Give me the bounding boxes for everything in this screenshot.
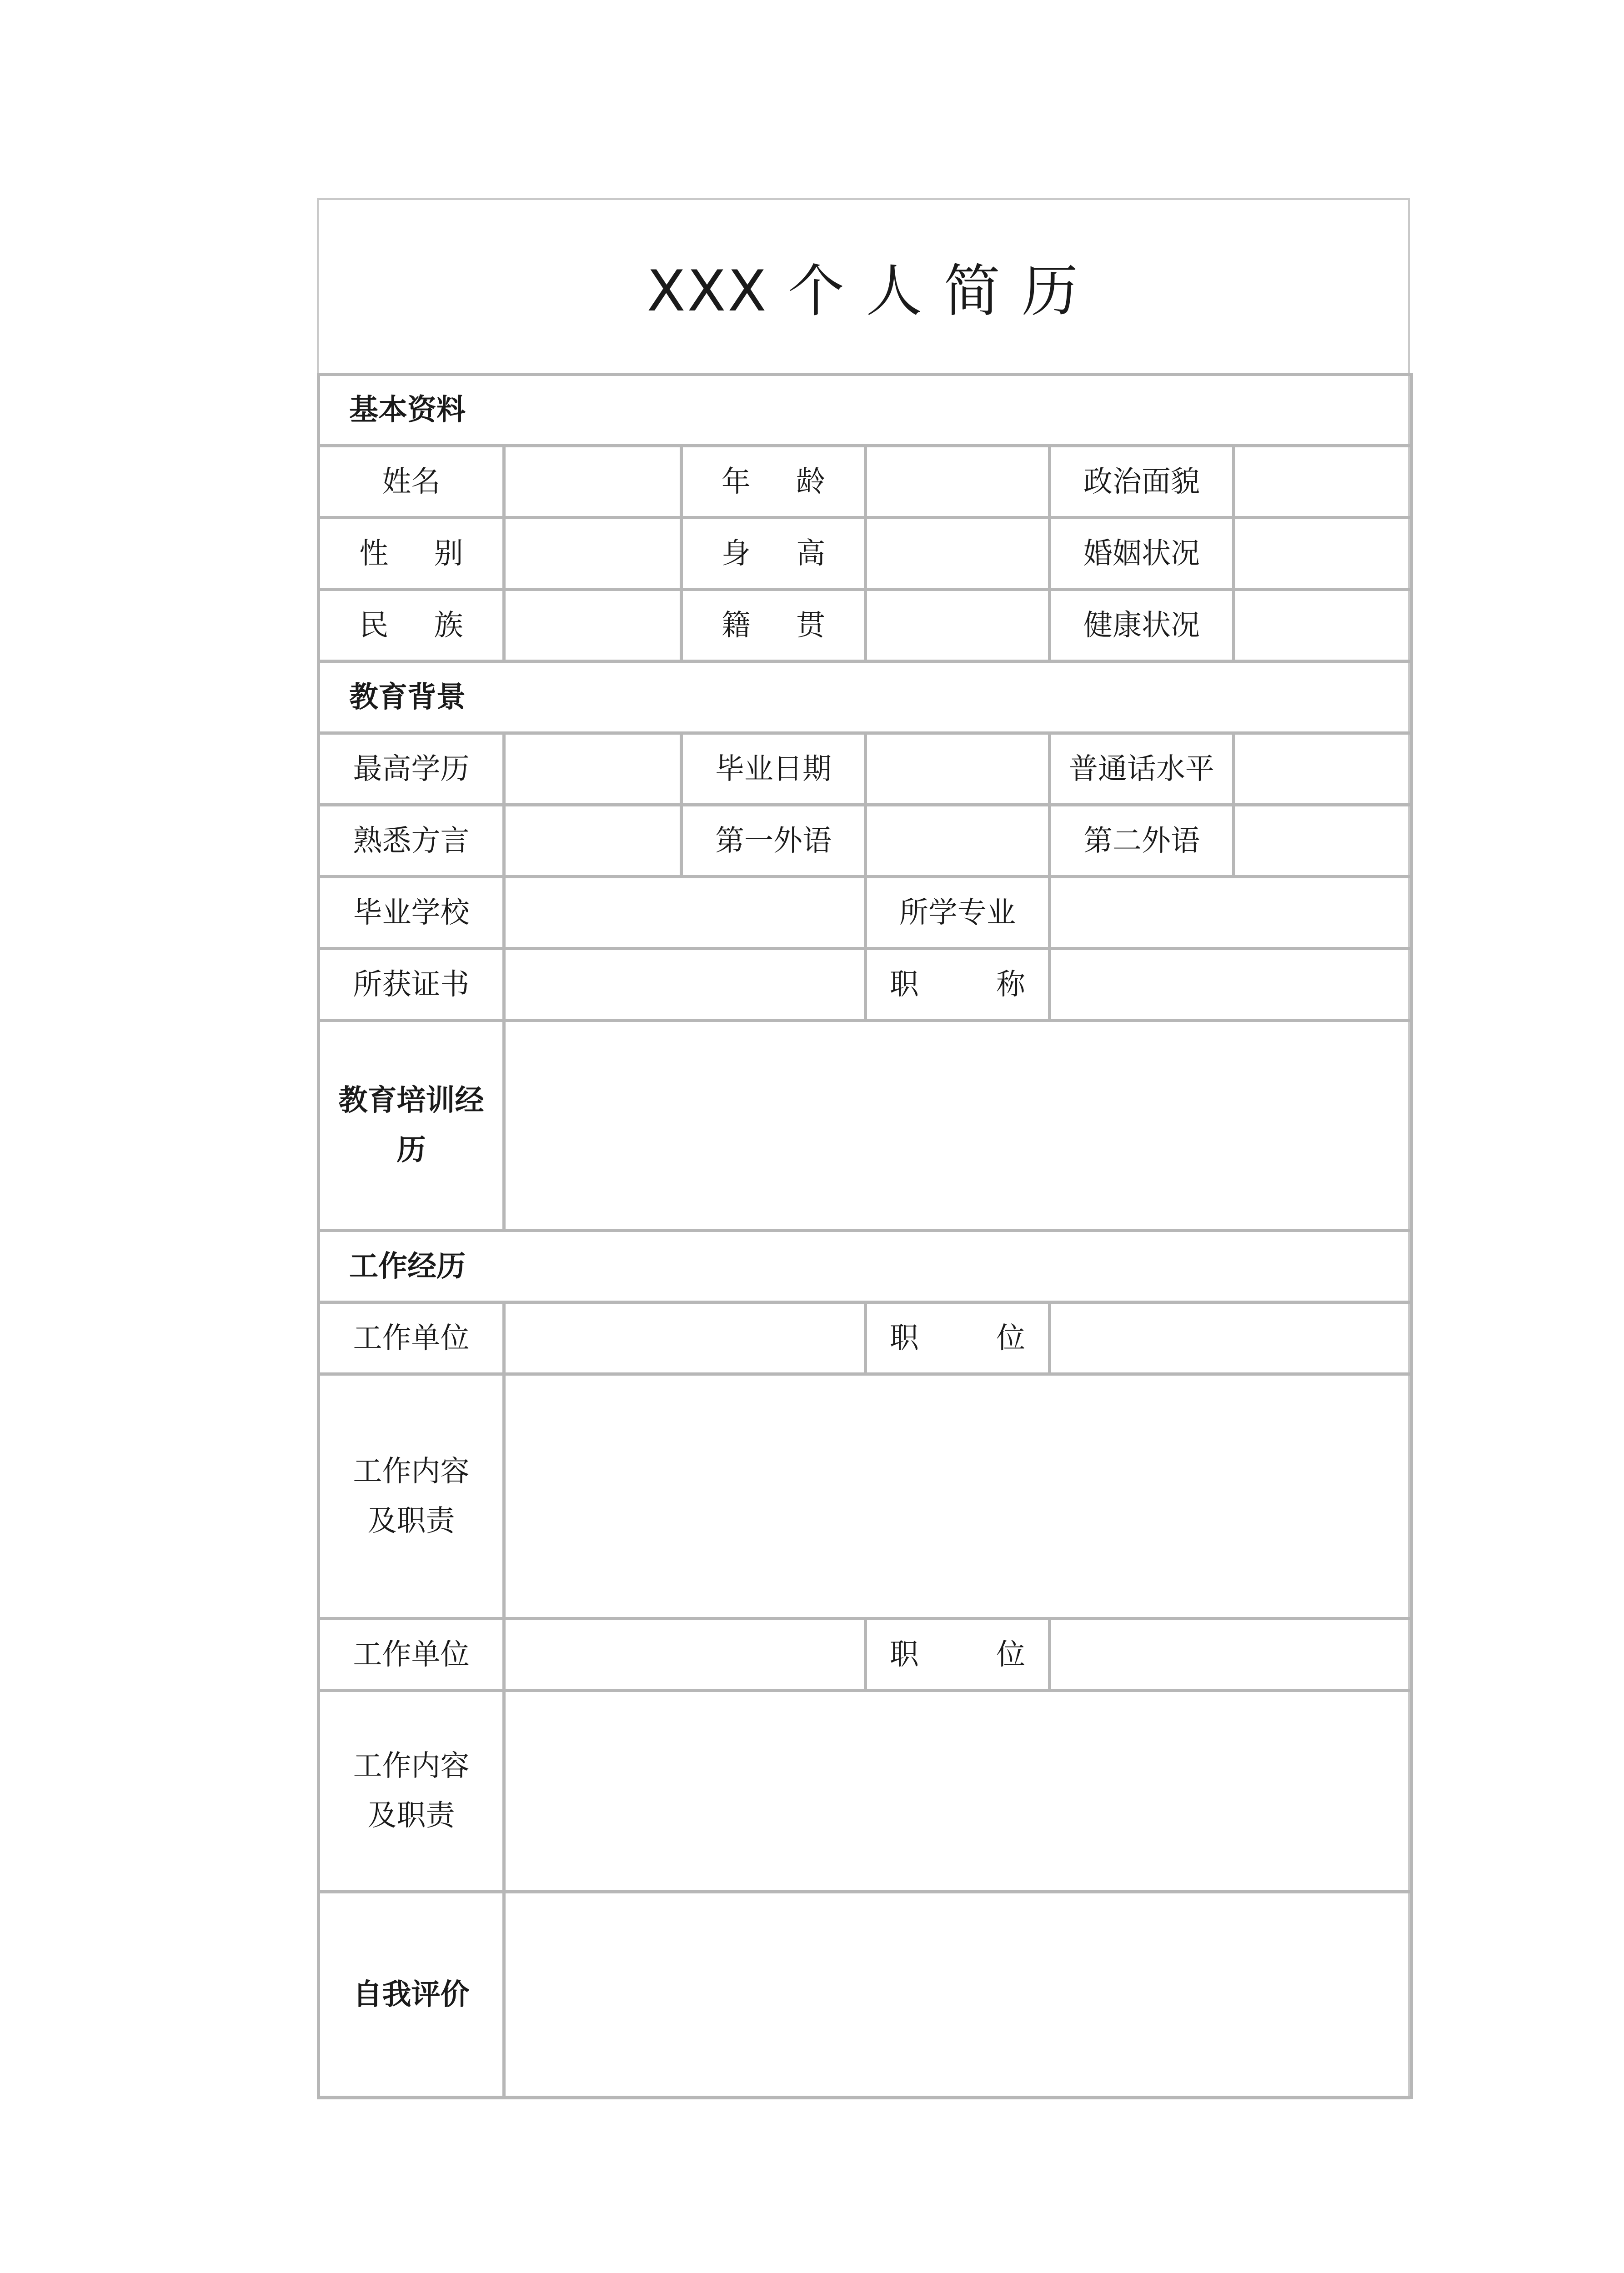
- field-mandarin-level[interactable]: [1234, 733, 1412, 805]
- label-name: 姓名: [319, 446, 504, 518]
- label-position-1: 职 位: [866, 1302, 1050, 1374]
- field-school[interactable]: [504, 877, 866, 949]
- field-first-foreign[interactable]: [866, 805, 1050, 877]
- field-second-foreign[interactable]: [1234, 805, 1412, 877]
- field-certificates[interactable]: [504, 949, 866, 1021]
- field-employer-1[interactable]: [504, 1302, 866, 1374]
- field-highest-degree[interactable]: [504, 733, 682, 805]
- field-name[interactable]: [504, 446, 682, 518]
- field-health[interactable]: [1234, 590, 1412, 661]
- label-employer-1: 工作单位: [319, 1302, 504, 1374]
- label-duties-2-line1: 工作内容: [353, 1749, 470, 1783]
- label-height: 身 高: [682, 518, 866, 590]
- field-gender[interactable]: [504, 518, 682, 590]
- field-job-title[interactable]: [1050, 949, 1412, 1021]
- label-gender: 性 别: [319, 518, 504, 590]
- label-self-evaluation: 自我评价: [319, 1892, 504, 2098]
- label-training-history-line2: 历: [396, 1133, 426, 1167]
- label-graduation-date: 毕业日期: [682, 733, 866, 805]
- label-politics: 政治面貌: [1050, 446, 1234, 518]
- field-employer-2[interactable]: [504, 1619, 866, 1691]
- label-school: 毕业学校: [319, 877, 504, 949]
- label-employer-2: 工作单位: [319, 1619, 504, 1691]
- field-training-history[interactable]: [504, 1021, 1412, 1231]
- label-certificates: 所获证书: [319, 949, 504, 1021]
- field-position-2[interactable]: [1050, 1619, 1412, 1691]
- label-health: 健康状况: [1050, 590, 1234, 661]
- section-basic-info: 基本资料: [319, 375, 1412, 446]
- label-duties-2: [319, 1691, 504, 1892]
- field-height[interactable]: [866, 518, 1050, 590]
- label-second-foreign: 第二外语: [1050, 805, 1234, 877]
- label-mandarin-level: 普通话水平: [1050, 733, 1234, 805]
- resume-title: XXX 个 人 简 历: [647, 259, 1080, 324]
- label-duties-2-line2: 及职责: [367, 1799, 455, 1832]
- label-ethnicity: 民 族: [319, 590, 504, 661]
- resume-form: [317, 198, 1410, 2099]
- field-dialect[interactable]: [504, 805, 682, 877]
- label-age: 年 龄: [682, 446, 866, 518]
- field-politics[interactable]: [1234, 446, 1412, 518]
- label-native-place: 籍 贯: [682, 590, 866, 661]
- label-training-history: [319, 1021, 504, 1231]
- field-native-place[interactable]: [866, 590, 1050, 661]
- label-duties-1-line2: 及职责: [367, 1504, 455, 1538]
- label-training-history-line1: 教育培训经: [338, 1083, 484, 1117]
- label-major: 所学专业: [866, 877, 1050, 949]
- label-highest-degree: 最高学历: [319, 733, 504, 805]
- field-self-evaluation[interactable]: [504, 1892, 1412, 2098]
- field-age[interactable]: [866, 446, 1050, 518]
- section-education: 教育背景: [319, 661, 1412, 733]
- label-duties-1: [319, 1374, 504, 1619]
- label-job-title: 职 称: [866, 949, 1050, 1021]
- section-work: 工作经历: [319, 1231, 1412, 1302]
- field-graduation-date[interactable]: [866, 733, 1050, 805]
- label-first-foreign: 第一外语: [682, 805, 866, 877]
- resume-table: [317, 373, 1413, 2099]
- field-major[interactable]: [1050, 877, 1412, 949]
- field-ethnicity[interactable]: [504, 590, 682, 661]
- label-marital: 婚姻状况: [1050, 518, 1234, 590]
- field-marital[interactable]: [1234, 518, 1412, 590]
- label-duties-1-line1: 工作内容: [353, 1454, 470, 1488]
- field-duties-2[interactable]: [504, 1691, 1412, 1892]
- field-duties-1[interactable]: [504, 1374, 1412, 1619]
- label-dialect: 熟悉方言: [319, 805, 504, 877]
- label-position-2: 职 位: [866, 1619, 1050, 1691]
- field-position-1[interactable]: [1050, 1302, 1412, 1374]
